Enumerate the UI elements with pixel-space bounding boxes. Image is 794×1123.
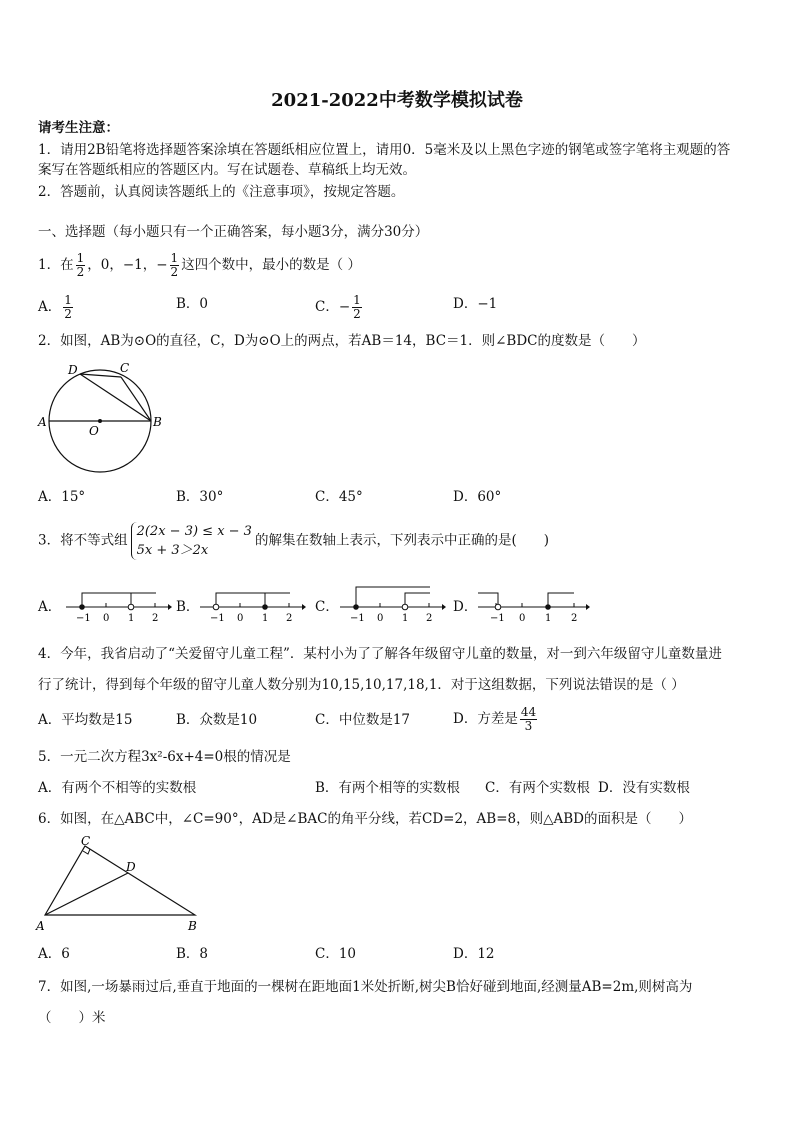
q6-label-b: B — [188, 919, 197, 933]
q1-option-d[interactable]: D．−1 — [453, 296, 498, 312]
q2-option-c[interactable]: C．45° — [315, 489, 363, 505]
q6-triangle-figure — [34, 834, 204, 934]
q4-option-d[interactable]: D．方差是 $\frac{44}{3}$ — [453, 705, 537, 733]
notice-line-2: 2．答题前，认真阅读答题纸上的《注意事项》，按规定答题。 — [38, 184, 405, 200]
q4-option-d-fraction: $\frac{44}{3}$ — [520, 705, 537, 733]
q3-b-tick-1: 1 — [262, 613, 269, 624]
notice-line-1b: 案写在答题纸相应的答题区内。写在试题卷、草稿纸上均无效。 — [38, 162, 416, 178]
q2-label-o: O — [89, 424, 99, 438]
q6-triangle-abc — [45, 846, 195, 915]
q6-label-a: A — [36, 919, 45, 933]
q3-b-tick-2: 2 — [286, 613, 293, 624]
q3-inequality-1: 2(2x − 3) ≤ x − 3 — [136, 524, 252, 539]
question-2: 2．如图，AB为⊙O的直径，C，D为⊙O上的两点，若AB＝14，BC＝1．则∠BDC的度数是（ ） — [38, 333, 646, 349]
q2-option-a[interactable]: A．15° — [38, 489, 86, 505]
q1-middle: ，0，−1，− — [87, 257, 168, 273]
notice-heading: 请考生注意： — [38, 120, 119, 136]
q6-option-a[interactable]: A．6 — [38, 946, 70, 962]
q3-a-tick-neg1: −1 — [76, 613, 91, 624]
q6-option-d[interactable]: D．12 — [453, 946, 495, 962]
q1-fraction-2: $\frac{1}{2}$ — [170, 251, 179, 279]
q3-d-tick-0: 0 — [519, 613, 526, 624]
q3-option-b-letter[interactable]: B． — [176, 599, 200, 615]
q2-label-c: C — [120, 361, 130, 375]
question-7-line-2: （ ）米 — [38, 1010, 106, 1026]
q4-option-c[interactable]: C．中位数是17 — [315, 712, 411, 728]
q3-c-tick-0: 0 — [377, 613, 384, 624]
question-1 — [38, 252, 361, 279]
q4-option-a[interactable]: A．平均数是15 — [38, 712, 133, 728]
q3-c-tick-neg1: −1 — [350, 613, 365, 624]
q2-option-b[interactable]: B．30° — [176, 489, 224, 505]
question-4-line-2: 行了统计，得到每个年级的留守儿童人数分别为10,15,10,17,18,1．对于这组数据，下列说法错误的是（ ） — [38, 677, 685, 693]
q2-label-b: B — [153, 415, 162, 429]
q3-option-c-letter[interactable]: C． — [315, 599, 339, 615]
q1-suffix: 这四个数中，最小的数是（ ） — [181, 257, 361, 273]
question-7-line-1: 7．如图,一场暴雨过后,垂直于地面的一棵树在距地面1米处折断,树尖B恰好碰到地面,经测量AB=2m,则树高为 — [38, 979, 693, 995]
q5-option-a[interactable]: A．有两个不相等的实数根 — [38, 780, 197, 796]
section-heading: 一、选择题（每小题只有一个正确答案，每小题3分，满分30分） — [38, 224, 429, 240]
q3-a-tick-1: 1 — [128, 613, 135, 624]
q6-label-c: C — [81, 834, 91, 848]
q5-option-b[interactable]: B．有两个相等的实数根 — [315, 780, 460, 796]
q1-option-a-fraction: $\frac{1}{2}$ — [64, 293, 72, 321]
q1-fraction: $\frac{1}{2}$ — [76, 251, 85, 279]
q3-c-tick-2: 2 — [426, 613, 433, 624]
q3-c-tick-1: 1 — [402, 613, 409, 624]
q3-a-tick-2: 2 — [152, 613, 159, 624]
q3-prefix: 3．将不等式组 — [38, 532, 128, 549]
q2-option-d[interactable]: D．60° — [453, 489, 502, 505]
q1-option-c[interactable]: C．− $\frac{1}{2}$ — [315, 293, 361, 321]
q3-a-tick-0: 0 — [103, 613, 110, 624]
q2-label-a: A — [38, 415, 47, 429]
q6-right-angle-mark — [83, 849, 90, 854]
q3-option-d-numberline[interactable] — [476, 583, 592, 625]
q4-option-b[interactable]: B．众数是10 — [176, 712, 258, 728]
q2-chord-db — [80, 374, 151, 421]
q3-suffix: 的解集在数轴上表示，下列表示中正确的是( ) — [254, 532, 550, 549]
q3-d-tick-1: 1 — [545, 613, 552, 624]
q2-label-d: D — [68, 363, 78, 377]
q3-option-a-numberline[interactable] — [64, 583, 172, 625]
question-6: 6．如图，在△ABC中，∠C=90°，AD是∠BAC的角平分线，若CD=2，AB=8，则△ABD的面积是（ ） — [38, 811, 692, 827]
question-3 — [38, 522, 549, 560]
notice-line-1a: 1．请用2B铅笔将选择题答案涂填在答题纸相应位置上，请用0．5毫米及以上黑色字迹的钢笔或签字笔将主观题的答 — [38, 142, 731, 158]
q1-option-b[interactable]: B．0 — [176, 296, 209, 312]
q6-label-d: D — [126, 860, 136, 874]
q1-prefix: 1．在 — [38, 257, 74, 273]
q3-inequality-system — [131, 522, 252, 560]
q2-center-point — [98, 419, 102, 423]
q3-option-c-numberline[interactable] — [338, 583, 446, 625]
q3-option-a-letter[interactable]: A． — [38, 599, 62, 615]
q6-option-c[interactable]: C．10 — [315, 946, 357, 962]
q1-option-a[interactable]: A． $\frac{1}{2}$ — [38, 293, 72, 321]
page-title: 2021-2022中考数学模拟试卷 — [271, 90, 523, 111]
q5-option-c[interactable]: C．有两个实数根 — [485, 780, 590, 796]
q2-circle-figure — [34, 358, 164, 478]
q3-d-tick-2: 2 — [571, 613, 578, 624]
q6-option-b[interactable]: B．8 — [176, 946, 209, 962]
q3-b-tick-0: 0 — [237, 613, 244, 624]
q3-d-tick-neg1: −1 — [490, 613, 505, 624]
question-4-line-1: 4．今年，我省启动了“关爱留守儿童工程”．某村小为了了解各年级留守儿童的数量，对一到六年级留守儿童数量进 — [38, 646, 722, 662]
q3-inequality-2: 5x + 3＞2x — [136, 543, 209, 558]
q3-b-tick-neg1: −1 — [210, 613, 225, 624]
q3-option-d-letter[interactable]: D． — [453, 599, 478, 615]
question-5: 5．一元二次方程3x²-6x+4=0根的情况是 — [38, 749, 291, 765]
q5-option-d[interactable]: D．没有实数根 — [598, 780, 690, 796]
q1-option-c-fraction: $\frac{1}{2}$ — [353, 293, 361, 321]
q2-chord-dc — [80, 374, 121, 377]
q3-option-b-numberline[interactable] — [198, 583, 306, 625]
